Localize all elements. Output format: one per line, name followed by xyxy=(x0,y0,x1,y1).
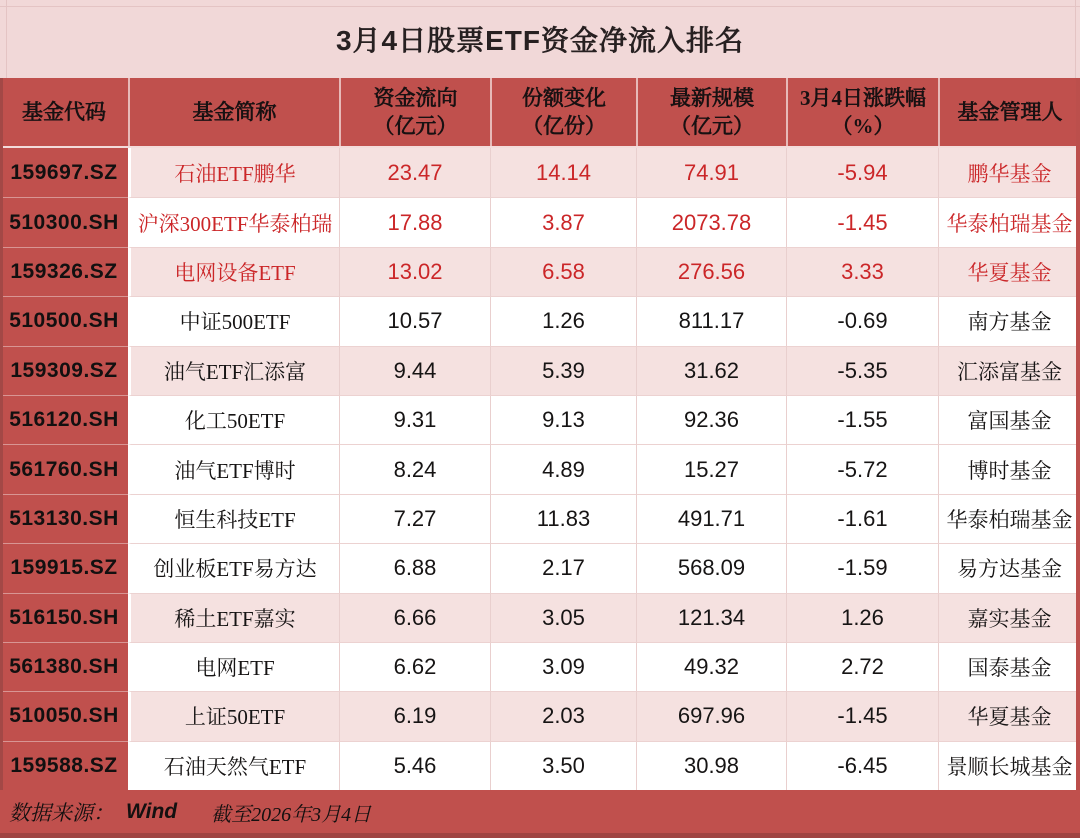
cell-fund-flow: 6.62 xyxy=(339,642,490,691)
cell-fund-flow: 9.31 xyxy=(339,395,490,444)
cell-fund-code: 159915.SZ xyxy=(0,543,128,592)
cell-latest-scale: 49.32 xyxy=(636,642,786,691)
cell-fund-name: 中证500ETF xyxy=(128,296,339,345)
cell-share-change: 11.83 xyxy=(490,494,636,543)
cell-share-change: 2.17 xyxy=(490,543,636,592)
cell-fund-manager: 汇添富基金 xyxy=(938,346,1080,395)
cell-fund-code: 159588.SZ xyxy=(0,741,128,790)
cell-fund-manager: 博时基金 xyxy=(938,444,1080,493)
header-cell-share-change xyxy=(490,78,636,146)
table-row xyxy=(0,691,1080,740)
title-band xyxy=(0,0,1080,78)
cell-latest-scale: 121.34 xyxy=(636,593,786,642)
cell-fund-name: 石油ETF鹏华 xyxy=(128,148,339,197)
cell-latest-scale: 92.36 xyxy=(636,395,786,444)
header-cell-fund-manager xyxy=(938,78,1080,146)
cell-fund-manager: 鹏华基金 xyxy=(938,148,1080,197)
header-label: 最新规模 xyxy=(670,85,754,110)
cell-fund-name: 电网设备ETF xyxy=(128,247,339,296)
cell-daily-change: -1.61 xyxy=(786,494,938,543)
cell-fund-manager: 富国基金 xyxy=(938,395,1080,444)
cell-fund-flow: 7.27 xyxy=(339,494,490,543)
cell-share-change: 3.09 xyxy=(490,642,636,691)
bottom-border-line xyxy=(0,833,1080,838)
cell-share-change: 1.26 xyxy=(490,296,636,345)
cell-fund-code: 516120.SH xyxy=(0,395,128,444)
cell-fund-code: 516150.SH xyxy=(0,593,128,642)
cell-fund-manager: 华泰柏瑞基金 xyxy=(938,197,1080,246)
cell-fund-name: 化工50ETF xyxy=(128,395,339,444)
title-gridline-left xyxy=(6,0,7,78)
cell-fund-flow: 5.46 xyxy=(339,741,490,790)
cell-latest-scale: 15.27 xyxy=(636,444,786,493)
cell-latest-scale: 568.09 xyxy=(636,543,786,592)
cell-fund-code: 159309.SZ xyxy=(0,346,128,395)
table-row xyxy=(0,543,1080,592)
cell-fund-name: 恒生科技ETF xyxy=(128,494,339,543)
cell-daily-change: -1.55 xyxy=(786,395,938,444)
title-gridline-right xyxy=(1075,0,1076,78)
header-label: 基金简称 xyxy=(192,99,277,124)
cell-fund-flow: 6.66 xyxy=(339,593,490,642)
cell-fund-name: 油气ETF博时 xyxy=(128,444,339,493)
table-header xyxy=(0,78,1080,148)
cell-fund-manager: 南方基金 xyxy=(938,296,1080,345)
data-source-label: 数据来源： xyxy=(9,801,114,825)
cell-fund-name: 电网ETF xyxy=(128,642,339,691)
cell-fund-code: 510050.SH xyxy=(0,691,128,740)
cell-latest-scale: 697.96 xyxy=(636,691,786,740)
table-row xyxy=(0,395,1080,444)
cell-fund-manager: 嘉实基金 xyxy=(938,593,1080,642)
cell-share-change: 4.89 xyxy=(490,444,636,493)
cell-daily-change: 3.33 xyxy=(786,247,938,296)
table-row xyxy=(0,494,1080,543)
cell-fund-manager: 景顺长城基金 xyxy=(938,741,1080,790)
cell-latest-scale: 276.56 xyxy=(636,247,786,296)
header-label: 3月4日涨跌幅 xyxy=(800,85,926,110)
cell-fund-manager: 华夏基金 xyxy=(938,247,1080,296)
cell-fund-flow: 17.88 xyxy=(339,197,490,246)
cell-fund-flow: 6.88 xyxy=(339,543,490,592)
header-cell-daily-change xyxy=(786,78,938,146)
cell-fund-manager: 华泰柏瑞基金 xyxy=(938,494,1080,543)
footer-band xyxy=(0,790,1080,838)
header-cell-fund-name xyxy=(128,78,339,146)
cell-daily-change: 1.26 xyxy=(786,593,938,642)
header-label: 基金代码 xyxy=(22,99,106,124)
cell-daily-change: -5.94 xyxy=(786,148,938,197)
cell-fund-flow: 13.02 xyxy=(339,247,490,296)
header-cell-fund-flow xyxy=(339,78,490,146)
data-source-value: Wind xyxy=(126,800,178,823)
header-label: 基金管理人 xyxy=(957,99,1063,124)
cell-fund-code: 561380.SH xyxy=(0,642,128,691)
cell-fund-flow: 9.44 xyxy=(339,346,490,395)
table-row xyxy=(0,247,1080,296)
title-gridline-top xyxy=(0,6,1080,7)
cell-share-change: 3.87 xyxy=(490,197,636,246)
cell-fund-name: 油气ETF汇添富 xyxy=(128,346,339,395)
cell-share-change: 9.13 xyxy=(490,395,636,444)
cell-fund-name: 创业板ETF易方达 xyxy=(128,543,339,592)
as-of-date: 截至2026年3月4日 xyxy=(211,803,372,826)
table-row xyxy=(0,148,1080,197)
table-row xyxy=(0,296,1080,345)
cell-daily-change: -0.69 xyxy=(786,296,938,345)
table-row xyxy=(0,642,1080,691)
cell-share-change: 3.50 xyxy=(490,741,636,790)
cell-latest-scale: 30.98 xyxy=(636,741,786,790)
cell-fund-manager: 国泰基金 xyxy=(938,642,1080,691)
cell-latest-scale: 491.71 xyxy=(636,494,786,543)
page-title: 3月4日股票ETF资金净流入排名 xyxy=(335,25,745,56)
table-row xyxy=(0,741,1080,790)
cell-fund-flow: 10.57 xyxy=(339,296,490,345)
table-left-border xyxy=(0,78,3,790)
cell-fund-flow: 8.24 xyxy=(339,444,490,493)
cell-fund-name: 石油天然气ETF xyxy=(128,741,339,790)
cell-daily-change: -1.45 xyxy=(786,691,938,740)
table-row xyxy=(0,593,1080,642)
cell-share-change: 14.14 xyxy=(490,148,636,197)
cell-fund-flow: 6.19 xyxy=(339,691,490,740)
cell-fund-name: 稀土ETF嘉实 xyxy=(128,593,339,642)
cell-daily-change: -1.45 xyxy=(786,197,938,246)
header-sublabel: （%） xyxy=(831,114,895,138)
header-cell-latest-scale xyxy=(636,78,786,146)
table-body xyxy=(0,148,1080,790)
cell-fund-manager: 华夏基金 xyxy=(938,691,1080,740)
cell-fund-name: 沪深300ETF华泰柏瑞 xyxy=(128,197,339,246)
table-row xyxy=(0,346,1080,395)
header-label: 资金流向 xyxy=(373,85,458,110)
cell-daily-change: -1.59 xyxy=(786,543,938,592)
cell-fund-name: 上证50ETF xyxy=(128,691,339,740)
cell-fund-code: 510500.SH xyxy=(0,296,128,345)
cell-daily-change: -5.35 xyxy=(786,346,938,395)
cell-daily-change: -5.72 xyxy=(786,444,938,493)
header-label: 份额变化 xyxy=(522,85,606,110)
cell-fund-code: 159697.SZ xyxy=(0,148,128,197)
table-right-border xyxy=(1076,78,1080,790)
cell-latest-scale: 2073.78 xyxy=(636,197,786,246)
cell-daily-change: -6.45 xyxy=(786,741,938,790)
cell-share-change: 5.39 xyxy=(490,346,636,395)
cell-fund-code: 561760.SH xyxy=(0,444,128,493)
cell-fund-code: 159326.SZ xyxy=(0,247,128,296)
cell-fund-code: 513130.SH xyxy=(0,494,128,543)
cell-fund-code: 510300.SH xyxy=(0,197,128,246)
cell-fund-flow: 23.47 xyxy=(339,148,490,197)
header-sublabel: （亿元） xyxy=(670,114,754,138)
cell-share-change: 3.05 xyxy=(490,593,636,642)
table-row xyxy=(0,444,1080,493)
cell-latest-scale: 74.91 xyxy=(636,148,786,197)
header-sublabel: （亿份） xyxy=(522,114,606,138)
header-cell-fund-code xyxy=(0,78,128,146)
cell-share-change: 6.58 xyxy=(490,247,636,296)
header-sublabel: （亿元） xyxy=(373,114,458,138)
cell-latest-scale: 811.17 xyxy=(636,296,786,345)
cell-latest-scale: 31.62 xyxy=(636,346,786,395)
cell-fund-manager: 易方达基金 xyxy=(938,543,1080,592)
cell-daily-change: 2.72 xyxy=(786,642,938,691)
table-row xyxy=(0,197,1080,246)
cell-share-change: 2.03 xyxy=(490,691,636,740)
